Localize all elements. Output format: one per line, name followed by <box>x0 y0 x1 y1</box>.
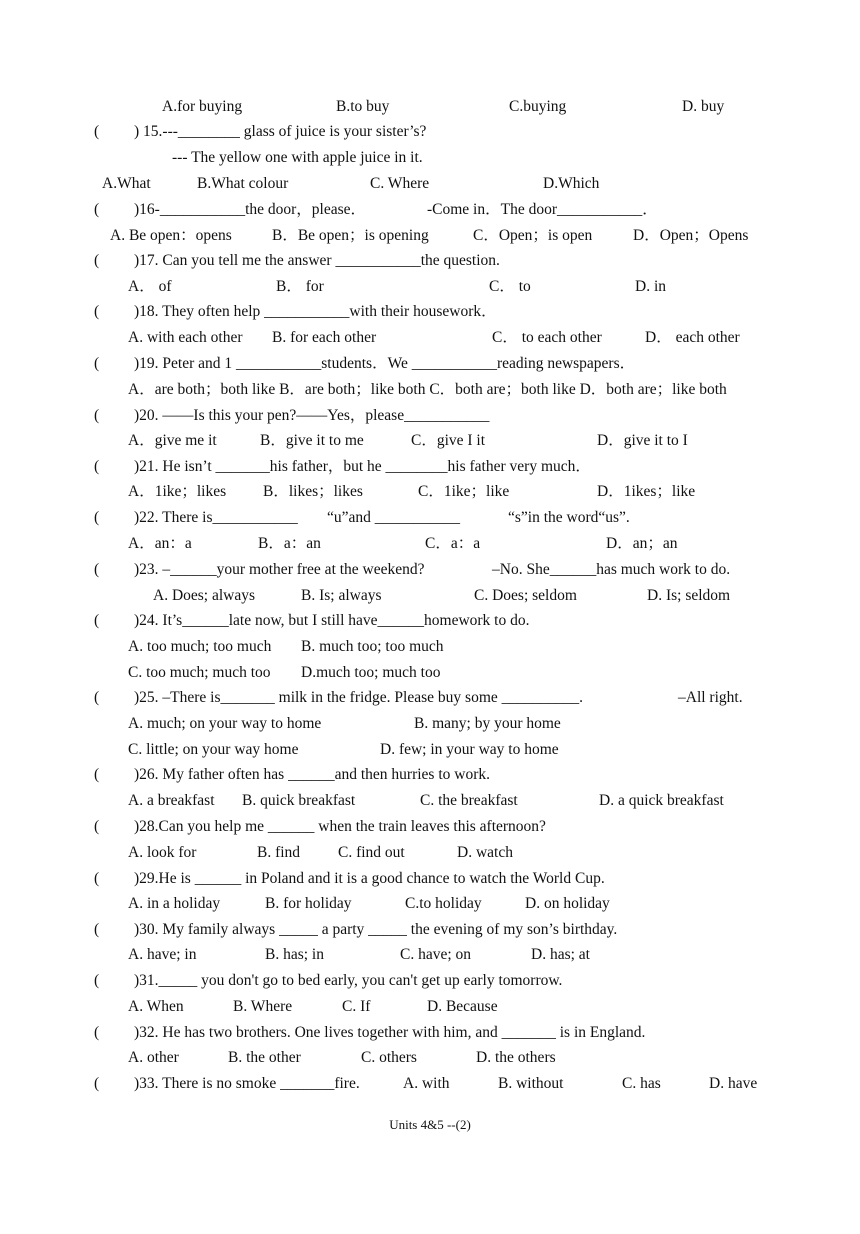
question-text: )29.He is ______ in Poland and it is a good chance to watch the World Cup. <box>134 870 605 887</box>
question-text: )20. ——Is this your pen?——Yes，please___________ <box>134 407 490 424</box>
option-d: D. on holiday <box>525 895 610 912</box>
question-32 <box>0 1023 646 1043</box>
option-a: A．give me it <box>128 432 217 449</box>
option-d: D. Is; seldom <box>647 587 731 604</box>
option-b: B. much too; too much <box>301 638 444 655</box>
option-b: B.What colour <box>197 175 289 192</box>
question-25 <box>0 688 743 708</box>
options-32 <box>0 1048 556 1068</box>
options-23 <box>0 586 731 606</box>
question-text: )25. –There is_______ milk in the fridge. Please buy some __________. <box>134 689 584 706</box>
option-b: B. the other <box>228 1049 301 1066</box>
option-d: D. in <box>635 278 666 295</box>
answer-bracket: ( <box>94 612 100 629</box>
answer-bracket: ( <box>94 509 100 526</box>
answer-bracket: ( <box>94 252 100 269</box>
option-c: C. Does; seldom <box>474 587 577 604</box>
option-a: A． of <box>128 278 172 295</box>
options-25-ab <box>0 714 561 734</box>
option-b: B. without <box>498 1075 564 1092</box>
option-a: A. Be open：opens <box>110 227 232 244</box>
option-a: A. other <box>128 1049 179 1066</box>
options-15 <box>0 174 600 194</box>
answer-bracket: ( <box>94 870 100 887</box>
option-d: D. watch <box>457 844 513 861</box>
question-24 <box>0 611 530 631</box>
question-20 <box>0 406 490 426</box>
option-b: B．likes；likes <box>263 483 363 500</box>
answer-bracket: ( <box>94 1024 100 1041</box>
option-b: B. for holiday <box>265 895 352 912</box>
question-text: )19. Peter and 1 ___________students．We ___________reading newspapers． <box>134 355 636 372</box>
option-b: B. Where <box>233 998 293 1015</box>
options-19 <box>0 380 727 400</box>
answer-bracket: ( <box>94 972 100 989</box>
option-c: C. Where <box>370 175 430 192</box>
option-b: B．Be open；is opening <box>272 227 429 244</box>
option-b: B. find <box>257 844 301 861</box>
option-c: C．a：a <box>425 535 481 552</box>
question-19 <box>0 354 636 374</box>
question-28 <box>0 817 546 837</box>
option-a: A. in a holiday <box>128 895 221 912</box>
option-c: C． to <box>489 278 531 295</box>
option-a: A.for buying <box>162 98 243 115</box>
option-a: A．an：a <box>128 535 192 552</box>
option-a: A. a breakfast <box>128 792 215 809</box>
option-d: D. the others <box>476 1049 556 1066</box>
answer-bracket: ( <box>94 355 100 372</box>
option-d: D. have <box>709 1075 758 1092</box>
answer-bracket: ( <box>94 303 100 320</box>
question-text: )21. He isn’t _______his father，but he ________his father very much． <box>134 458 591 475</box>
option-a: A. look for <box>128 844 197 861</box>
option-a: A. much; on your way to home <box>128 715 322 732</box>
option-b: B．a：an <box>258 535 321 552</box>
page-footer: Units 4&5 --(2) <box>389 1117 471 1132</box>
option-c: C. others <box>361 1049 417 1066</box>
answer-bracket: ( <box>94 766 100 783</box>
option-a: A. When <box>128 998 184 1015</box>
option-c: C.buying <box>509 98 567 115</box>
question-text: )17. Can you tell me the answer ___________the question. <box>134 252 500 269</box>
option-b: B． for <box>276 278 324 295</box>
question-text: )18. They often help ___________with their housework． <box>134 303 497 320</box>
options-24-cd <box>0 663 441 683</box>
question-26 <box>0 765 490 785</box>
option-d: D．1ikes；like <box>597 483 696 500</box>
option-c: C． to each other <box>492 329 602 346</box>
option-d: D. Because <box>427 998 498 1015</box>
option-c: C. little; on your way home <box>128 741 299 758</box>
options-18 <box>0 328 740 348</box>
question-text: )31._____ you don't go to bed early, you can't get up early tomorrow. <box>134 972 563 989</box>
option-d: D. has; at <box>531 946 590 963</box>
option-c: C．1ike；like <box>418 483 510 500</box>
option-c: C．Open；is open <box>473 227 593 244</box>
question-29 <box>0 869 605 889</box>
options-25-cd <box>0 740 559 760</box>
question-18 <box>0 302 497 322</box>
answer-bracket: ( <box>94 818 100 835</box>
options-28 <box>0 843 513 863</box>
option-d: D. few; in your way to home <box>380 741 559 758</box>
option-d: D． each other <box>645 329 740 346</box>
question-text-part3: “s”in the word“us”. <box>508 509 630 526</box>
answer-bracket: ( <box>94 407 100 424</box>
question-15-reply <box>0 148 423 168</box>
answer-bracket: ( <box>94 561 100 578</box>
question-31 <box>0 971 563 991</box>
option-b: B.to buy <box>336 98 390 115</box>
question-text: )24. It’s______late now, but I still have______homework to do. <box>134 612 530 629</box>
option-b: B．give it to me <box>260 432 364 449</box>
question-30 <box>0 920 618 940</box>
option-c: C. has <box>622 1075 661 1092</box>
question-text: ) 15.---________ glass of juice is your sister’s? <box>134 123 427 140</box>
question-22 <box>0 508 630 528</box>
question-text: )33. There is no smoke _______fire. <box>134 1075 360 1092</box>
question-text-part2: –All right. <box>678 689 743 706</box>
question-16 <box>0 200 658 220</box>
options-26 <box>0 791 724 811</box>
question-text: )26. My father often has ______and then hurries to work. <box>134 766 490 783</box>
answer-bracket: ( <box>94 458 100 475</box>
option-d: D.Which <box>543 175 600 192</box>
option-b: B. quick breakfast <box>242 792 356 809</box>
question-text: )32. He has two brothers. One lives together with him, and _______ is in England. <box>134 1024 646 1041</box>
option-c: C.to holiday <box>405 895 482 912</box>
question-21 <box>0 457 591 477</box>
question-text-part2: “u”and ___________ <box>327 509 461 526</box>
question-text: )23. –______your mother free at the weekend? <box>134 561 425 578</box>
option-d: D. a quick breakfast <box>599 792 724 809</box>
option-c: C. the breakfast <box>420 792 518 809</box>
options-17 <box>0 277 666 297</box>
options-30 <box>0 945 590 965</box>
reply-text: --- The yellow one with apple juice in it. <box>172 149 423 166</box>
option-d: D. buy <box>682 98 725 115</box>
option-c: C．give I it <box>411 432 486 449</box>
options-24-ab <box>0 637 444 657</box>
option-a: A．1ike；likes <box>128 483 227 500</box>
options-14 <box>0 97 725 117</box>
answer-bracket: ( <box>94 921 100 938</box>
answer-bracket: ( <box>94 689 100 706</box>
option-b: B. for each other <box>272 329 377 346</box>
option-d: D．an；an <box>606 535 678 552</box>
option-a: A.What <box>102 175 151 192</box>
question-text: )22. There is___________ <box>134 509 298 526</box>
option-b: B. many; by your home <box>414 715 561 732</box>
option-a: A. with <box>403 1075 450 1092</box>
option-a: A. Does; always <box>153 587 256 604</box>
options-31 <box>0 997 498 1017</box>
question-33 <box>0 1074 758 1094</box>
options-29 <box>0 894 610 914</box>
option-c: C. have; on <box>400 946 472 963</box>
option-a: A. too much; too much <box>128 638 272 655</box>
question-15 <box>0 122 427 142</box>
answer-bracket: ( <box>94 1075 100 1092</box>
options-text: A．are both；both like B．are both；like both C．both are；both like D．both are；like both <box>128 381 727 398</box>
option-d: D．Open；Opens <box>633 227 749 244</box>
options-16 <box>0 226 749 246</box>
question-text: )28.Can you help me ______ when the train leaves this afternoon? <box>134 818 546 835</box>
question-text: )16-___________the door，please． <box>134 201 367 218</box>
answer-bracket: ( <box>94 123 100 140</box>
option-c: C. find out <box>338 844 405 861</box>
question-text-part2: -Come in．The door___________． <box>427 201 658 218</box>
question-text-part2: –No. She______has much work to do. <box>492 561 731 578</box>
option-c: C. If <box>342 998 371 1015</box>
question-17 <box>0 251 500 271</box>
question-23 <box>0 560 731 580</box>
question-text: )30. My family always _____ a party _____ the evening of my son’s birthday. <box>134 921 618 938</box>
option-b: B. has; in <box>265 946 324 963</box>
option-a: A. with each other <box>128 329 243 346</box>
option-b: B. Is; always <box>301 587 382 604</box>
option-d: D．give it to I <box>597 432 688 449</box>
options-22 <box>0 534 678 554</box>
options-21 <box>0 482 696 502</box>
answer-bracket: ( <box>94 201 100 218</box>
option-d: D.much too; much too <box>301 664 441 681</box>
options-20 <box>0 431 688 451</box>
option-c: C. too much; much too <box>128 664 271 681</box>
option-a: A. have; in <box>128 946 197 963</box>
